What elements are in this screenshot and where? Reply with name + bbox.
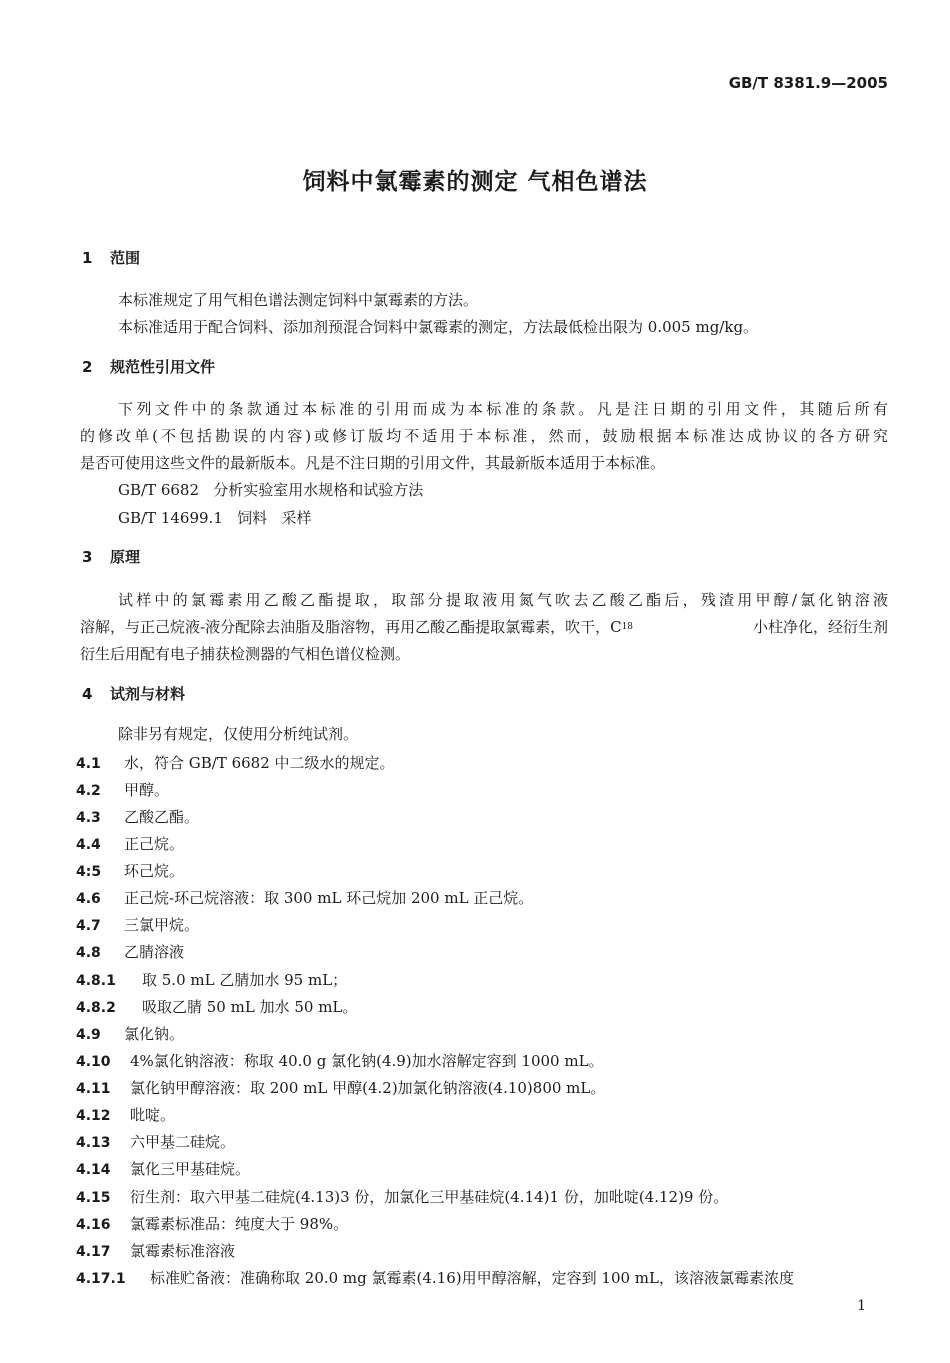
item-number: 4.15	[76, 1190, 111, 1206]
item-text: 氯化钠甲醇溶液：取 200 mL 甲醇(4.2)加氯化钠溶液(4.10)800 mL。	[130, 1079, 606, 1097]
reagent-item	[76, 860, 184, 881]
item-text: 衍生剂：取六甲基二硅烷(4.13)3 份，加氯化三甲基硅烷(4.14)1 份，加吡啶(4.12)9 份。	[130, 1188, 729, 1206]
item-text: 吡啶。	[130, 1106, 176, 1124]
reagents-intro: 除非另有规定，仅使用分析纯试剂。	[118, 725, 359, 743]
item-number: 4.1	[76, 756, 101, 772]
section-number: 3	[82, 548, 93, 566]
section-heading-scope	[82, 247, 140, 268]
section-number: 4	[82, 685, 93, 703]
item-number: 4.13	[76, 1135, 111, 1151]
item-number: 4.12	[76, 1108, 111, 1124]
reagent-item	[76, 887, 533, 908]
item-text: 正己烷-环己烷溶液：取 300 mL 环己烷加 200 mL 正己烷。	[124, 889, 534, 907]
page-number: 1	[857, 1298, 866, 1314]
section-heading-principle	[82, 546, 140, 567]
item-number: 4.10	[76, 1054, 111, 1070]
item-text: 氯霉素标准溶液	[130, 1242, 236, 1260]
reagent-item	[76, 941, 184, 962]
item-number: 4.9	[76, 1027, 101, 1043]
reagent-item	[76, 779, 169, 800]
scope-paragraph-1: 本标准规定了用气相色谱法测定饲料中氯霉素的方法。	[118, 291, 479, 309]
reagent-item	[76, 1023, 184, 1044]
reagent-item	[76, 752, 395, 773]
reagent-item	[76, 1104, 175, 1125]
section-title: 范围	[110, 249, 141, 267]
item-text: 标准贮备液：准确称取 20.0 mg 氯霉素(4.16)用甲醇溶解，定容到 100 mL，该溶液氯霉素浓度	[150, 1269, 794, 1287]
item-text: 氯化钠。	[124, 1025, 185, 1043]
reagent-item	[76, 1267, 794, 1288]
principle-line-1: 试样中的氯霉素用乙酸乙酯提取，取部分提取液用氮气吹去乙酸乙酯后，残渣用甲醇/氯化钠溶液	[118, 591, 888, 609]
references-line-3: 是否可使用这些文件的最新版本。凡是不注日期的引用文件，其最新版本适用于本标准。	[80, 454, 666, 472]
reagent-item	[76, 1050, 604, 1071]
item-number: 4.11	[76, 1081, 111, 1097]
section-number: 2	[82, 358, 93, 376]
item-text: 吸取乙腈 50 mL 加水 50 mL。	[142, 998, 358, 1016]
reagent-item	[76, 1240, 235, 1261]
item-text: 取 5.0 mL 乙腈加水 95 mL；	[142, 971, 348, 989]
item-number: 4.16	[76, 1217, 111, 1233]
references-line-2: 的修改单(不包括勘误的内容)或修订版均不适用于本标准，然而，鼓励根据本标准达成协议的各方研究	[80, 427, 888, 445]
reagent-item	[76, 914, 199, 935]
principle-line-2-part-a: 溶解，与正己烷液-液分配除去油脂及脂溶物，再用乙酸乙酯提取氯霉素，吹干，C	[80, 618, 622, 636]
reference-doc-2: GB/T 14699.1 饲料 采样	[118, 509, 312, 527]
item-text: 六甲基二硅烷。	[130, 1133, 236, 1151]
reagent-item	[76, 969, 347, 990]
item-text: 三氯甲烷。	[124, 916, 200, 934]
reagent-item	[76, 1077, 605, 1098]
section-title: 试剂与材料	[110, 685, 186, 703]
reagent-item	[76, 1186, 728, 1207]
reagent-item	[76, 806, 199, 827]
item-text: 乙酸乙酯。	[124, 808, 200, 826]
reagent-item	[76, 1213, 348, 1234]
references-line-1: 下列文件中的条款通过本标准的引用而成为本标准的条款。凡是注日期的引用文件，其随后所有	[118, 400, 888, 418]
item-number: 4.17	[76, 1244, 111, 1260]
item-number: 4.2	[76, 783, 101, 799]
item-text: 正己烷。	[124, 835, 185, 853]
principle-line-3: 衍生后用配有电子捕获检测器的气相色谱仪检测。	[80, 645, 411, 663]
item-text: 甲醇。	[124, 781, 170, 799]
item-number: 4.4	[76, 837, 101, 853]
subscript-18: 18	[621, 622, 634, 632]
item-number: 4.8.2	[76, 1000, 116, 1016]
item-number: 4.8	[76, 945, 101, 961]
document-title: 饲料中氯霉素的测定 气相色谱法	[302, 169, 648, 195]
standard-code: GB/T 8381.9—2005	[728, 74, 888, 92]
item-text: 环己烷。	[124, 862, 185, 880]
item-text: 氯化三甲基硅烷。	[130, 1160, 251, 1178]
reagent-item	[76, 1158, 250, 1179]
section-heading-references	[82, 356, 215, 377]
item-text: 4%氯化钠溶液：称取 40.0 g 氯化钠(4.9)加水溶解定容到 1000 mL。	[130, 1052, 604, 1070]
item-number: 4.6	[76, 891, 101, 907]
item-number: 4.17.1	[76, 1271, 126, 1287]
section-title: 原理	[110, 548, 141, 566]
item-number: 4.7	[76, 918, 101, 934]
item-number: 4:5	[76, 864, 102, 880]
item-text: 水，符合 GB/T 6682 中二级水的规定。	[124, 754, 395, 772]
item-text: 乙腈溶液	[124, 943, 185, 961]
reference-doc-1: GB/T 6682 分析实验室用水规格和试验方法	[118, 481, 424, 499]
principle-line-2	[80, 616, 888, 637]
section-title: 规范性引用文件	[110, 358, 216, 376]
item-text: 氯霉素标准品：纯度大于 98%。	[130, 1215, 349, 1233]
item-number: 4.8.1	[76, 973, 116, 989]
reagent-item	[76, 996, 357, 1017]
section-heading-reagents	[82, 683, 185, 704]
scope-paragraph-2: 本标准适用于配合饲料、添加剂预混合饲料中氯霉素的测定，方法最低检出限为 0.005 mg/kg。	[118, 318, 759, 336]
reagent-item	[76, 1131, 235, 1152]
item-number: 4.14	[76, 1162, 111, 1178]
item-number: 4.3	[76, 810, 101, 826]
principle-line-2-part-b: 小柱净化，经衍生剂	[752, 618, 888, 636]
reagent-item	[76, 833, 184, 854]
section-number: 1	[82, 249, 93, 267]
